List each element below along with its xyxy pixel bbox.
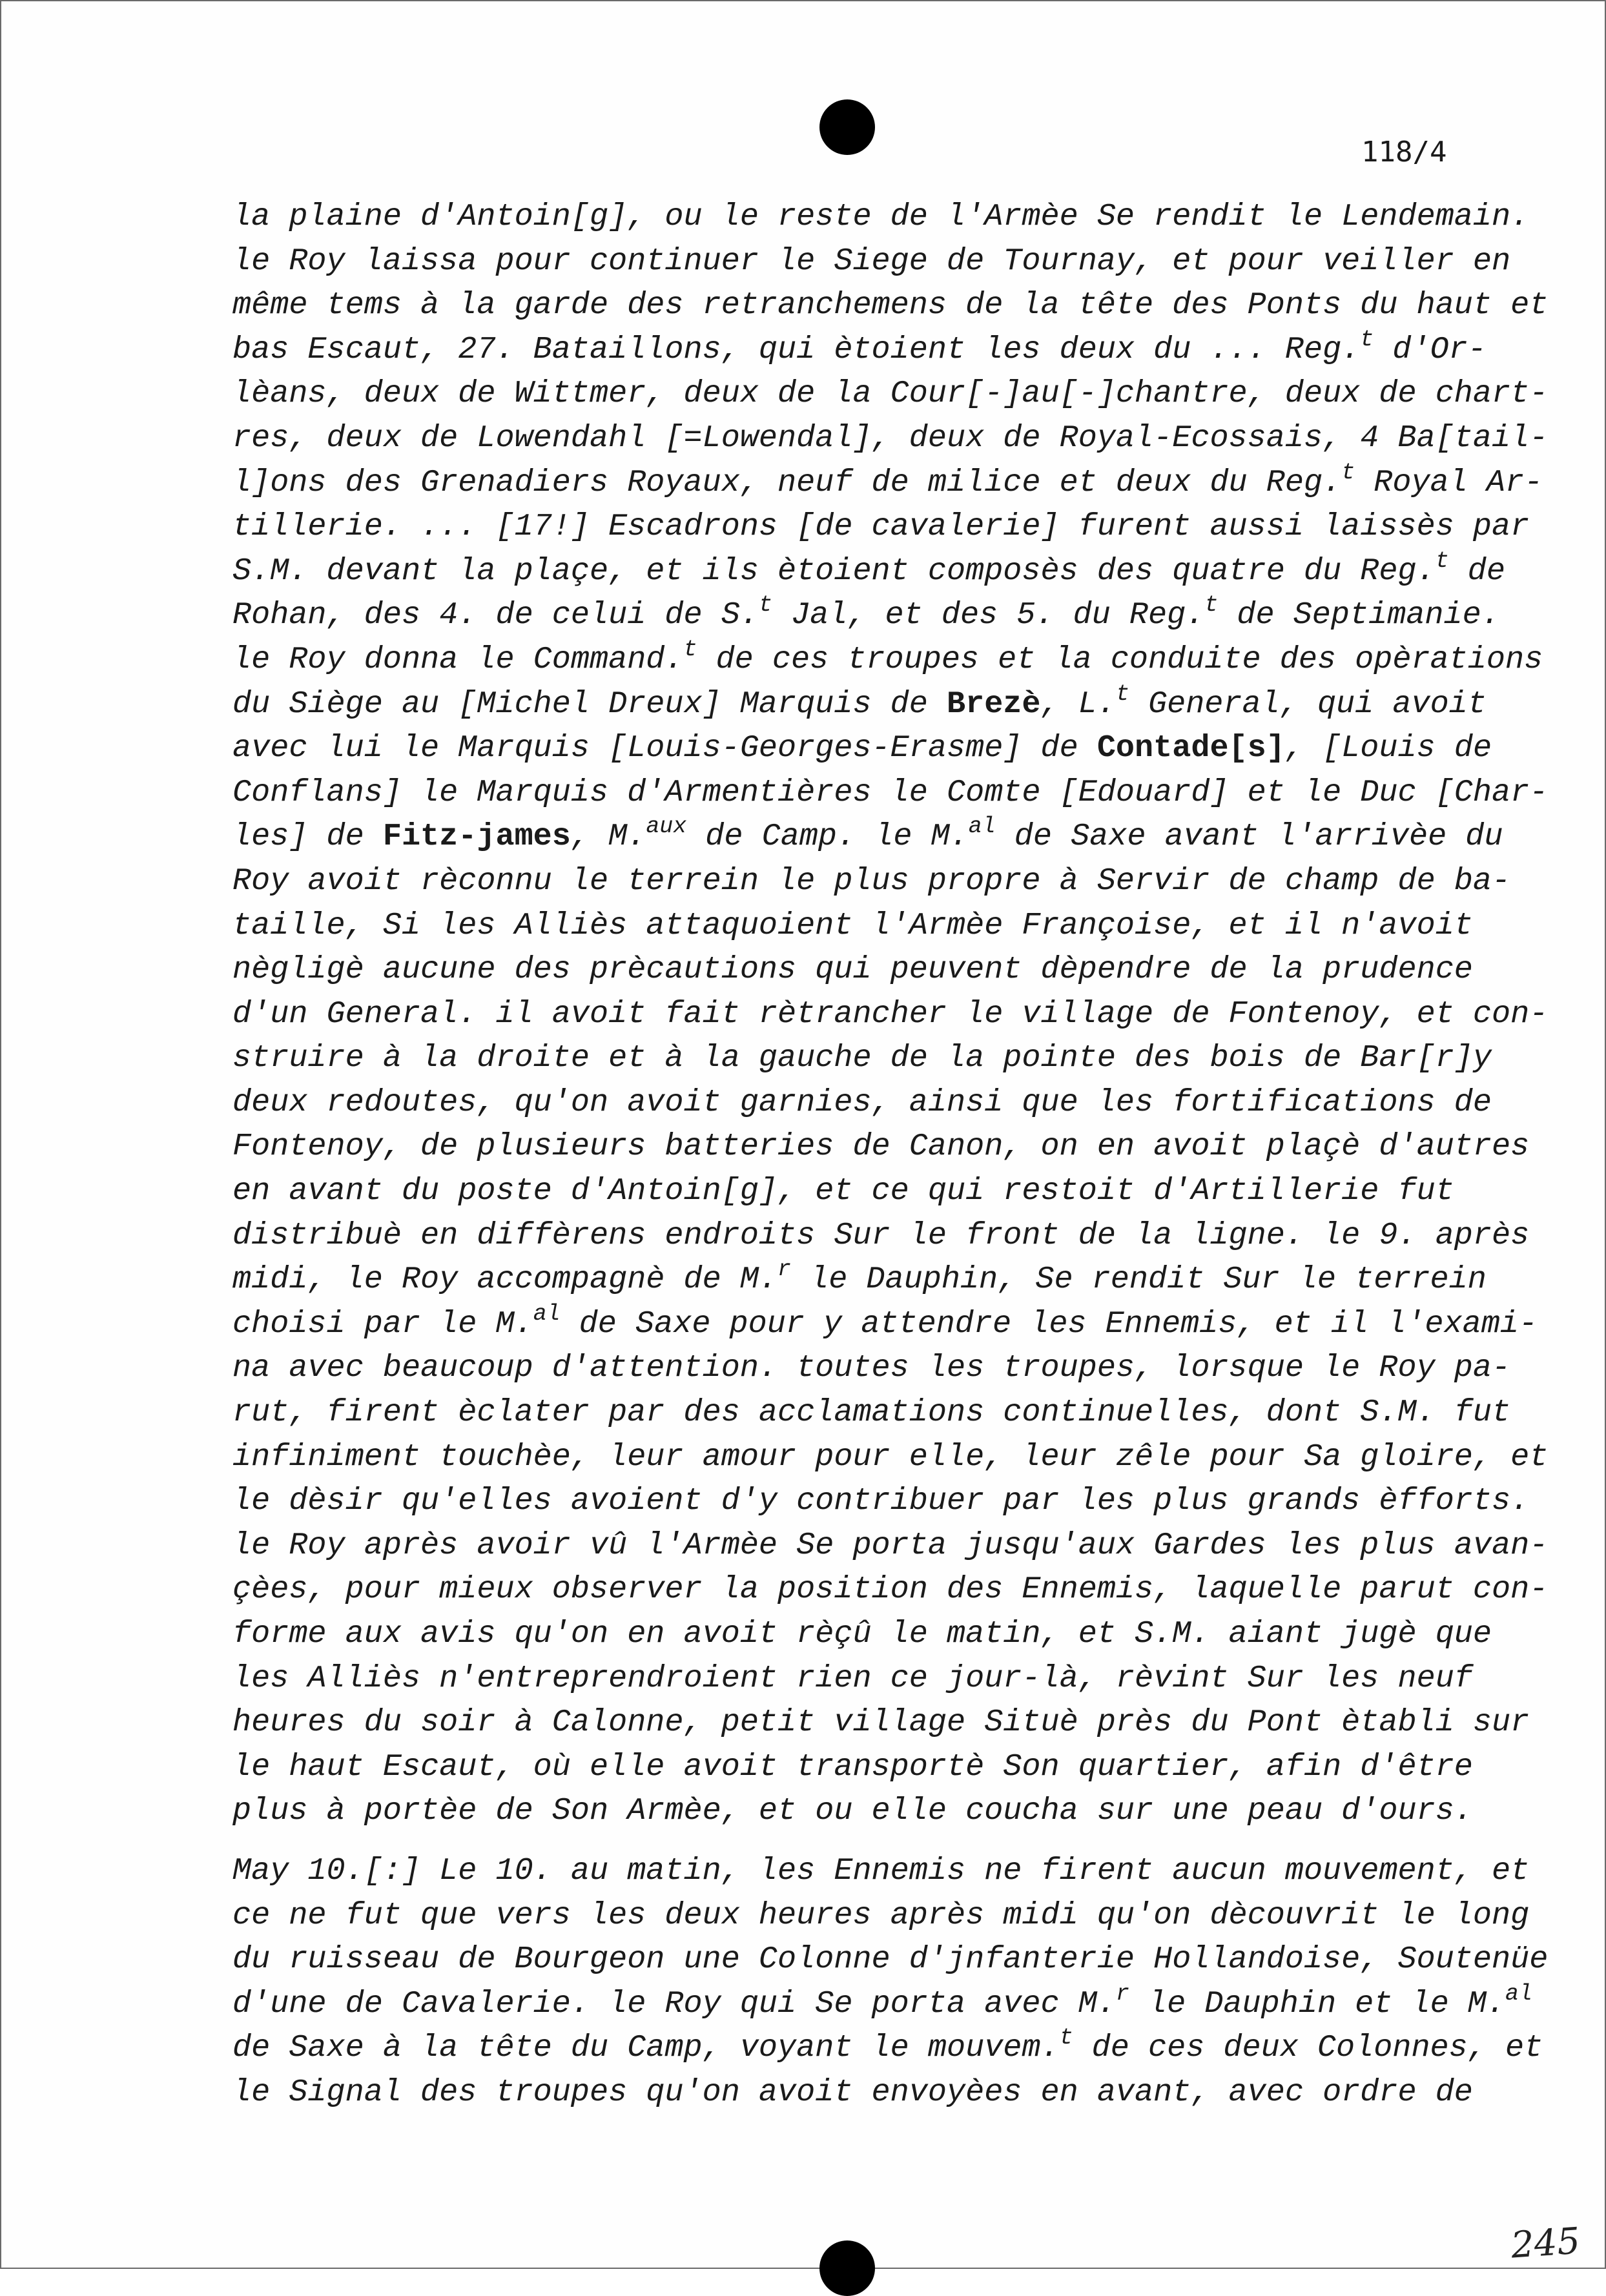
text-line — [232, 460, 1543, 506]
text-segment: le haut Escaut, où elle avoit transportè Son quartier, afin d'être — [232, 1748, 1473, 1785]
text-segment: çèes, pour mieux observer la position des Ennemis, laquelle parut con- — [232, 1572, 1549, 1608]
text-segment: de Saxe pour y attendre les Ennemis, et il l'exami- — [560, 1306, 1538, 1342]
text-line — [232, 1524, 1549, 1568]
text-segment: choisi par le M. — [232, 1306, 533, 1342]
superscript: al — [968, 814, 996, 840]
superscript: t — [1360, 327, 1374, 353]
text-segment: tillerie. ... [17!] Escadrons [de cavalerie] furent aussi laissès par — [232, 509, 1530, 545]
text-segment: plus à portèe de Son Armèe, et ou elle coucha sur une peau d'ours. — [232, 1793, 1473, 1829]
superscript: t — [683, 637, 697, 662]
body-text — [232, 195, 1549, 2115]
text-segment: le Roy après avoir vû l'Armèe Se porta jusqu'aux Gardes les plus avan- — [232, 1527, 1549, 1563]
text-line — [232, 2071, 1472, 2115]
text-segment: Roy avoit rèconnu le terrein le plus propre à Servir de champ de ba- — [232, 863, 1511, 899]
text-segment: Royal Ar- — [1355, 464, 1543, 500]
text-line — [232, 1568, 1549, 1612]
text-segment: de Septimanie. — [1218, 597, 1500, 633]
handwritten-page-note: 245 — [1509, 2220, 1582, 2267]
text-segment: May 10.[:] Le 10. au matin, les Ennemis ne firent aucun mouvement, et — [232, 1852, 1530, 1889]
text-line — [232, 1391, 1511, 1435]
superscript: r — [777, 1257, 791, 1283]
superscript: t — [758, 593, 772, 619]
text-segment: de — [1448, 553, 1505, 589]
text-line — [232, 1435, 1549, 1480]
text-line — [232, 1745, 1472, 1790]
text-segment: taille, Si les Alliès attaquoient l'Armèe Françoise, et il n'avoit — [232, 907, 1473, 943]
paragraph — [232, 1849, 1549, 2115]
text-line — [232, 726, 1492, 771]
text-segment: distribuè en diffèrens endroits Sur le front de la ligne. le 9. après — [232, 1217, 1530, 1253]
text-segment: bas Escaut, 27. Bataillons, qui ètoient les deux du ... Reg. — [232, 331, 1361, 367]
text-segment: Jal, et des 5. du Reg. — [772, 597, 1205, 633]
text-line — [232, 372, 1549, 416]
text-segment: du ruisseau de Bourgeon une Colonne d'jnfanterie Hollandoise, Soutenüe — [232, 1942, 1549, 1978]
superscript: t — [1341, 460, 1355, 486]
text-segment: deux redoutes, qu'on avoit garnies, ainsi que les fortifications de — [232, 1084, 1492, 1120]
punch-hole-top — [819, 99, 875, 155]
text-segment: le Roy laissa pour continuer le Siege de Tournay, et pour veiller en — [232, 243, 1511, 279]
text-line — [232, 1657, 1472, 1701]
superscript: r — [1115, 1981, 1129, 2007]
text-segment: les] de — [232, 819, 383, 855]
paragraph-gap — [232, 1834, 1472, 1849]
text-line — [232, 1214, 1530, 1258]
text-segment: la plaine d'Antoin[g], ou le reste de l'Armèe Se rendit le Lendemain. — [232, 199, 1530, 234]
text-line — [232, 1612, 1492, 1657]
text-segment: rut, firent èclater par des acclamations continuelles, dont S.M. fut — [232, 1395, 1511, 1431]
text-line — [232, 593, 1500, 638]
page-number: 118/4 — [1361, 136, 1447, 169]
text-line — [232, 1036, 1492, 1081]
text-segment: General, qui avoit — [1129, 686, 1487, 722]
superscript: al — [533, 1301, 561, 1327]
text-line — [232, 904, 1472, 948]
text-line — [232, 283, 1549, 328]
text-segment: struire à la droite et à la gauche de la pointe des bois de Bar[r]y — [232, 1040, 1492, 1076]
text-segment: de ces troupes et la conduite des opèrations — [697, 641, 1543, 677]
superscript: aux — [646, 814, 687, 840]
text-line — [232, 771, 1549, 815]
person-name: Contade[s] — [1096, 730, 1285, 766]
text-segment: le Dauphin et le M. — [1129, 1985, 1505, 2022]
superscript: al — [1505, 1981, 1532, 2007]
superscript: t — [1059, 2025, 1073, 2051]
text-line — [232, 1346, 1511, 1391]
person-name: Fitz-james — [382, 819, 571, 855]
text-segment: le Roy donna le Command. — [232, 641, 684, 677]
text-segment: d'une de Cavalerie. le Roy qui Se porta avec M. — [232, 1985, 1116, 2022]
text-segment: les Alliès n'entreprendroient rien ce jour-là, rèvint Sur les neuf — [232, 1660, 1473, 1696]
text-line — [232, 814, 1503, 859]
text-segment: heures du soir à Calonne, petit village Situè près du Pont ètabli sur — [232, 1705, 1530, 1741]
text-segment: en avant du poste d'Antoin[g], et ce qui restoit d'Artillerie fut — [232, 1173, 1454, 1209]
text-line — [232, 1981, 1532, 2027]
text-segment: Rohan, des 4. de celui de S. — [232, 597, 759, 633]
text-segment: Fontenoy, de plusieurs batteries de Canon, on en avoit plaçè d'autres — [232, 1129, 1530, 1165]
text-line — [232, 859, 1511, 904]
paragraph — [232, 195, 1549, 1834]
text-segment: de Camp. le M. — [686, 819, 969, 855]
text-segment: du Siège au [Michel Dreux] Marquis de — [232, 686, 947, 722]
text-line — [232, 948, 1472, 992]
text-line — [232, 1789, 1472, 1834]
text-segment: de ces deux Colonnes, et — [1073, 2030, 1543, 2066]
text-segment: d'Or- — [1374, 331, 1487, 367]
text-segment: , L. — [1040, 686, 1116, 722]
text-line — [232, 1894, 1530, 1938]
text-segment: le Dauphin, Se rendit Sur le terrein — [791, 1262, 1487, 1298]
text-line — [232, 1701, 1530, 1745]
text-segment: res, deux de Lowendahl [=Lowendal], deux de Royal-Ecossais, 4 Ba[tail- — [232, 420, 1549, 456]
text-segment: avec lui le Marquis [Louis-Georges-Erasme] de — [232, 730, 1097, 766]
text-line — [232, 1479, 1530, 1524]
text-segment: l]ons des Grenadiers Royaux, neuf de milice et deux du Reg. — [232, 464, 1342, 500]
text-line — [232, 637, 1543, 682]
text-segment: ce ne fut que vers les deux heures après midi qu'on dècouvrit le long — [232, 1897, 1530, 1933]
text-line — [232, 992, 1549, 1037]
superscript: t — [1115, 681, 1129, 707]
text-line — [232, 1257, 1487, 1302]
text-segment: même tems à la garde des retranchemens de la tête des Ponts du haut et — [232, 287, 1549, 323]
text-segment: forme aux avis qu'on en avoit rèçû le matin, et S.M. aiant jugè que — [232, 1616, 1492, 1652]
punch-hole-bottom — [819, 2240, 875, 2296]
text-line — [232, 548, 1505, 594]
person-name: Brezè — [946, 686, 1041, 722]
text-segment: midi, le Roy accompagnè de M. — [232, 1262, 778, 1298]
text-segment: d'un General. il avoit fait rètrancher le village de Fontenoy, et con- — [232, 996, 1549, 1032]
text-segment: , [Louis de — [1284, 730, 1492, 766]
text-line — [232, 1081, 1492, 1125]
text-line — [232, 505, 1530, 549]
text-segment: le dèsir qu'elles avoient d'y contribuer par les plus grands èfforts. — [232, 1483, 1530, 1519]
text-line — [232, 416, 1549, 461]
text-segment: infiniment touchèe, leur amour pour elle, leur zêle pour Sa gloire, et — [232, 1439, 1549, 1475]
text-line — [232, 1849, 1530, 1894]
text-line — [232, 327, 1487, 373]
text-line — [232, 681, 1487, 727]
text-segment: , M. — [570, 819, 646, 855]
text-segment: le Signal des troupes qu'on avoit envoyèes en avant, avec ordre de — [232, 2074, 1473, 2110]
superscript: t — [1204, 593, 1219, 619]
text-line — [232, 1938, 1549, 1982]
text-line — [232, 195, 1530, 240]
text-segment: S.M. devant la plaçe, et ils ètoient composès des quatre du Reg. — [232, 553, 1436, 589]
text-line — [232, 1125, 1530, 1169]
text-segment: na avec beaucoup d'attention. toutes les troupes, lorsque le Roy pa- — [232, 1350, 1511, 1386]
text-line — [232, 1169, 1472, 1214]
text-segment: lèans, deux de Wittmer, deux de la Cour[-]au[-]chantre, deux de chart- — [232, 376, 1549, 412]
text-line — [232, 240, 1511, 284]
text-segment: nègligè aucune des prècautions qui peuvent dèpendre de la prudence — [232, 952, 1473, 988]
text-segment: Conflans] le Marquis d'Armentières le Comte [Edouard] et le Duc [Char- — [232, 774, 1549, 810]
superscript: t — [1435, 548, 1449, 574]
text-segment: de Saxe à la tête du Camp, voyant le mouvem. — [232, 2030, 1060, 2066]
text-segment: de Saxe avant l'arrivèe du — [995, 819, 1503, 855]
text-line — [232, 1301, 1538, 1347]
text-line — [232, 2025, 1543, 2071]
